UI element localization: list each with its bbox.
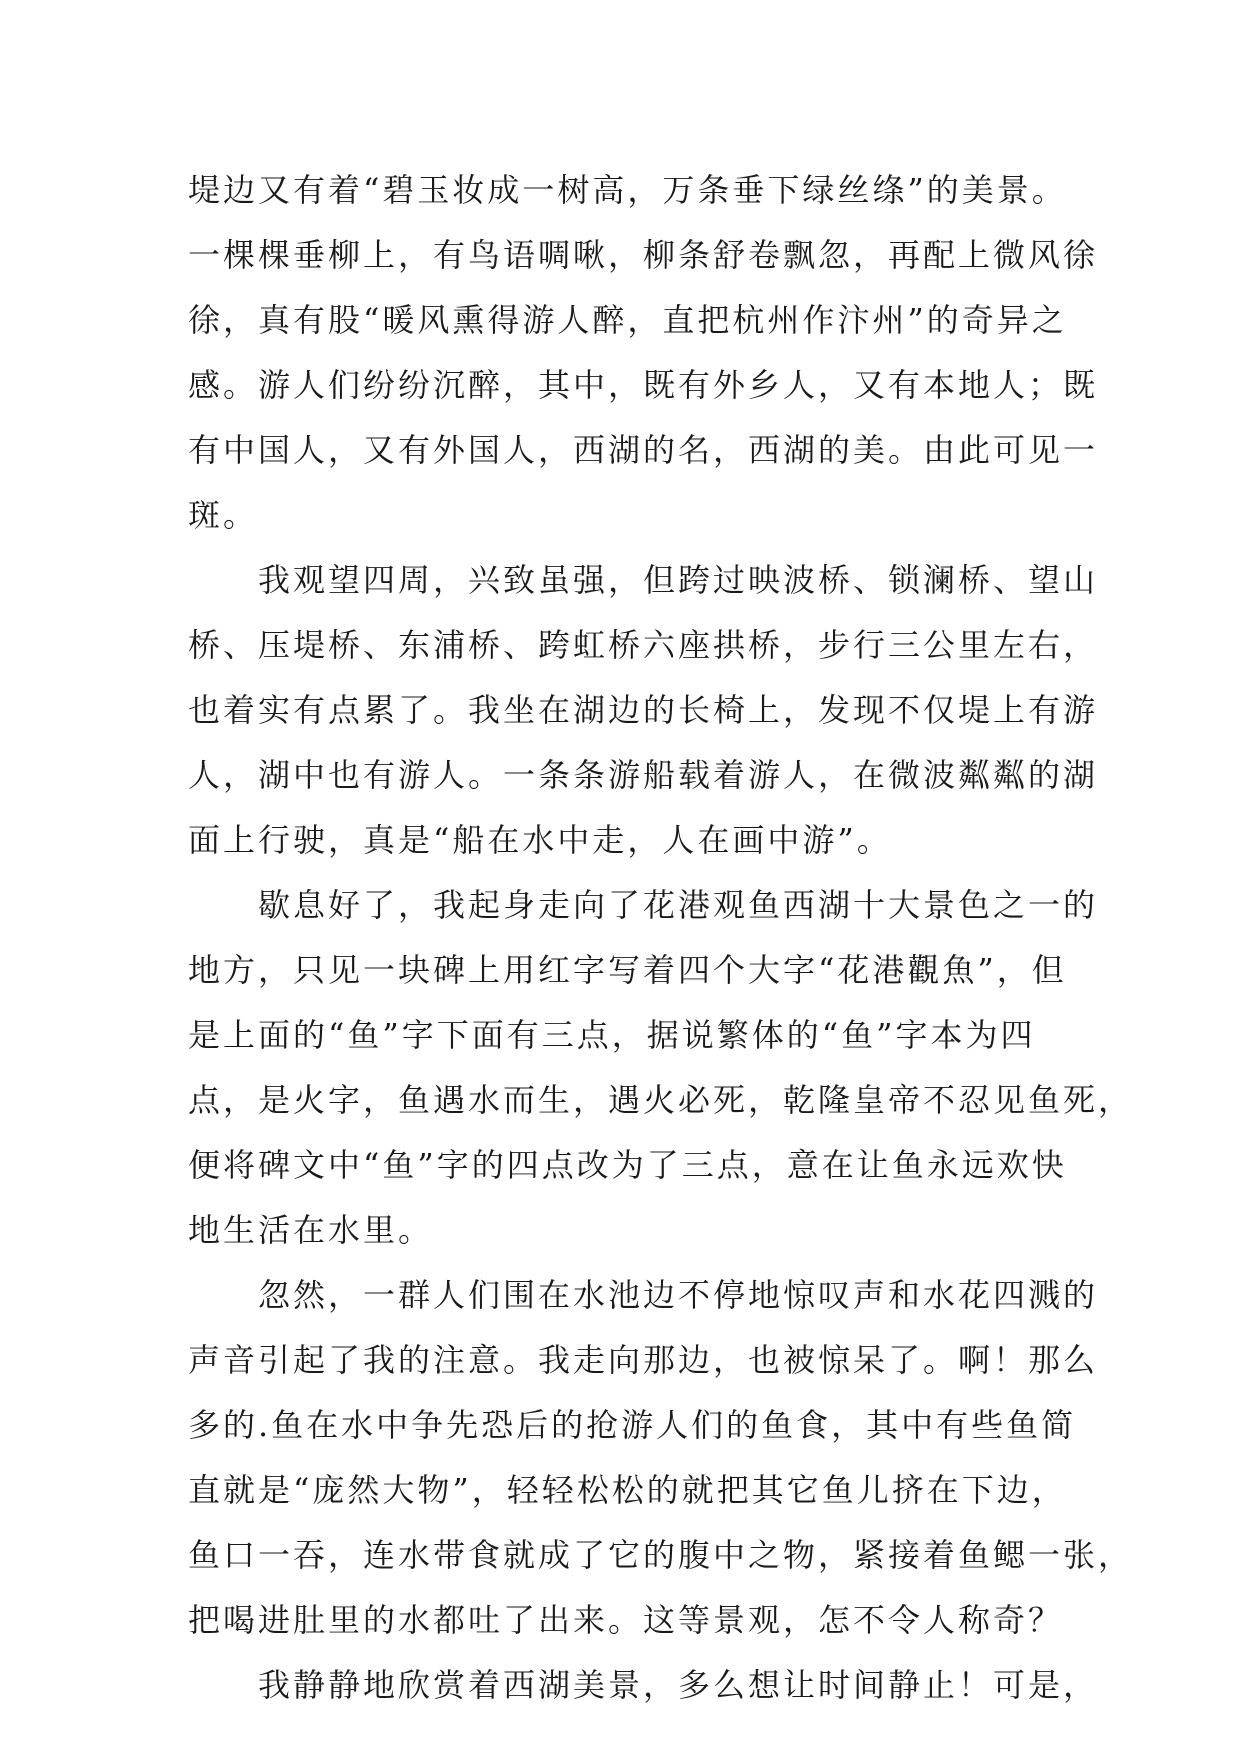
text-line: 有中国人，又有外国人，西湖的名，西湖的美。由此可见一	[188, 431, 1099, 469]
text-line: 桥、压堤桥、东浦桥、跨虹桥六座拱桥，步行三公里左右，	[188, 626, 1099, 664]
paragraph-start-line: 歇息好了，我起身走向了花港观鱼西湖十大景色之一的	[258, 886, 1099, 924]
text-line: 也着实有点累了。我坐在湖边的长椅上，发现不仅堤上有游	[188, 691, 1099, 729]
paragraph-start-line: 忽然，一群人们围在水池边不停地惊叹声和水花四溅的	[258, 1276, 1099, 1314]
text-line: 把喝进肚里的水都吐了出来。这等景观，怎不令人称奇？	[188, 1601, 1064, 1639]
text-line: 便将碑文中“鱼”字的四点改为了三点，意在让鱼永远欢快	[188, 1146, 1067, 1184]
text-line: 多的.鱼在水中争先恐后的抢游人们的鱼食，其中有些鱼简	[188, 1406, 1077, 1444]
paragraph-start-line: 我静静地欣赏着西湖美景，多么想让时间静止！可是，	[258, 1666, 1099, 1704]
text-line: 堤边又有着“碧玉妆成一树高，万条垂下绿丝绦”的美景。	[188, 171, 1067, 209]
text-line: 地生活在水里。	[188, 1211, 434, 1249]
article-body	[188, 158, 1134, 1718]
text-line: 斑。	[188, 496, 259, 534]
text-line: 感。游人们纷纷沉醉，其中，既有外乡人，又有本地人；既	[188, 366, 1099, 404]
text-line: 点，是火字，鱼遇水而生，遇火必死，乾隆皇帝不忍见鱼死，	[188, 1081, 1134, 1119]
text-line: 人，湖中也有游人。一条条游船载着游人，在微波粼粼的湖	[188, 756, 1099, 794]
paragraph-start-line: 我观望四周，兴致虽强，但跨过映波桥、锁澜桥、望山	[258, 561, 1099, 599]
text-line: 徐，真有股“暖风熏得游人醉，直把杭州作汴州”的奇异之	[188, 301, 1067, 339]
text-line: 面上行驶，真是“船在水中走，人在画中游”。	[188, 821, 892, 859]
text-line: 是上面的“鱼”字下面有三点，据说繁体的“鱼”字本为四	[188, 1016, 1036, 1054]
text-line: 直就是“庞然大物”，轻轻松松的就把其它鱼儿挤在下边，	[188, 1471, 1067, 1509]
text-line: 鱼口一吞，连水带食就成了它的腹中之物，紧接着鱼鳃一张，	[188, 1536, 1134, 1574]
text-line: 声音引起了我的注意。我走向那边，也被惊呆了。啊！那么	[188, 1341, 1099, 1379]
text-line: 地方，只见一块碑上用红字写着四个大字“花港觀魚”，但	[188, 951, 1067, 989]
text-line: 一棵棵垂柳上，有鸟语啁啾，柳条舒卷飘忽，再配上微风徐	[188, 236, 1099, 274]
